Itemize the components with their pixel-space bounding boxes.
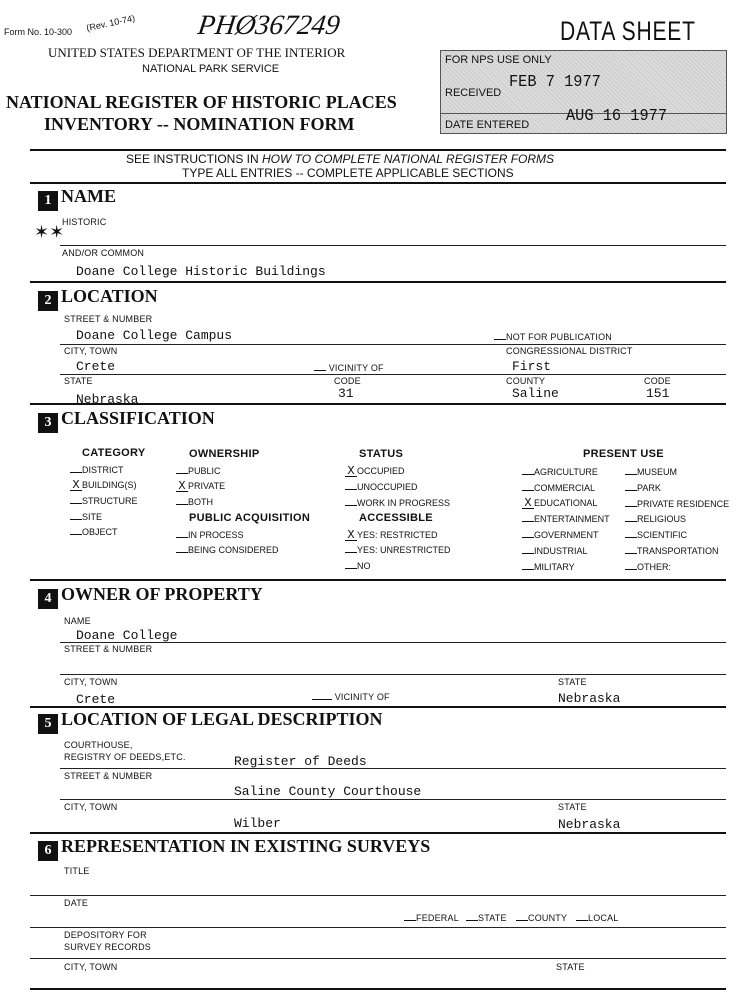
checkbox-mark[interactable]: X	[70, 481, 82, 491]
county-code-value: 151	[646, 386, 670, 401]
option-label: MUSEUM	[637, 467, 677, 477]
department-name: UNITED STATES DEPARTMENT OF THE INTERIOR	[48, 45, 346, 60]
checkbox-mark[interactable]	[522, 521, 534, 522]
nps-use-only-label: FOR NPS USE ONLY	[445, 54, 552, 66]
category-option[interactable]	[70, 527, 118, 537]
option-label: DISTRICT	[82, 465, 124, 475]
form-revision: (Rev. 10-74)	[85, 12, 136, 34]
status-option[interactable]	[345, 498, 450, 508]
accessible-option[interactable]	[345, 545, 451, 555]
option-label: YES: RESTRICTED	[357, 530, 438, 540]
historic-handwritten-mark: ✶✶	[34, 222, 65, 242]
checkbox-mark[interactable]	[176, 504, 188, 505]
checkbox-mark[interactable]	[70, 503, 82, 504]
owner-state-value: Nebraska	[558, 691, 621, 706]
option-label: SITE	[82, 512, 103, 522]
section-4-heading	[38, 584, 263, 609]
option-label: PARK	[637, 483, 661, 493]
section-5-heading	[38, 709, 383, 734]
present-use-option[interactable]	[625, 530, 687, 540]
acquisition-option[interactable]	[176, 530, 244, 540]
present-use-option[interactable]	[522, 530, 599, 540]
county-level-label: COUNTY	[528, 913, 568, 923]
depository-label-line1: DEPOSITORY FOR	[64, 930, 147, 940]
owner-city-label: CITY, TOWN	[64, 677, 118, 687]
category-option[interactable]	[70, 465, 124, 475]
courthouse-label-line2: REGISTRY OF DEEDS,ETC.	[64, 752, 186, 762]
checkbox-mark[interactable]	[176, 537, 188, 538]
option-label: STRUCTURE	[82, 496, 138, 506]
option-label: PRIVATE RESIDENCE	[637, 499, 730, 509]
checkbox-mark[interactable]	[625, 474, 637, 475]
checkbox-mark[interactable]	[70, 519, 82, 520]
service-name: NATIONAL PARK SERVICE	[142, 63, 280, 75]
courthouse-value: Register of Deeds	[234, 754, 367, 769]
accessible-option[interactable]	[345, 561, 371, 571]
present-use-option[interactable]	[522, 467, 598, 477]
option-label: OCCUPIED	[357, 466, 405, 476]
present-use-option[interactable]	[522, 546, 588, 556]
section-1-number: 1	[38, 191, 58, 211]
checkbox-mark[interactable]: X	[176, 482, 188, 492]
present-use-heading: PRESENT USE	[583, 448, 664, 460]
form-number: Form No. 10-300	[4, 27, 73, 37]
section-3-title: CLASSIFICATION	[61, 408, 215, 428]
option-label: ENTERTAINMENT	[534, 514, 610, 524]
data-sheet-heading: DATA SHEET	[560, 16, 696, 46]
depository-label-line2: SURVEY RECORDS	[64, 942, 151, 952]
present-use-option[interactable]	[522, 498, 597, 509]
category-option[interactable]	[70, 512, 102, 522]
legal-city-label: CITY, TOWN	[64, 802, 118, 812]
checkbox-mark[interactable]	[176, 552, 188, 553]
option-label: WORK IN PROGRESS	[357, 498, 451, 508]
survey-level-local[interactable]	[576, 913, 619, 923]
status-heading: STATUS	[359, 448, 404, 460]
checkbox-mark[interactable]	[625, 506, 637, 507]
accessible-option[interactable]	[345, 530, 438, 541]
state-code-label: CODE	[334, 376, 361, 386]
section-1-heading	[38, 186, 116, 211]
option-label: EDUCATIONAL	[534, 498, 598, 508]
common-name-value: Doane College Historic Buildings	[76, 264, 326, 279]
option-label: TRANSPORTATION	[637, 546, 719, 556]
option-label: RELIGIOUS	[637, 514, 687, 524]
status-option[interactable]	[345, 466, 405, 477]
option-label: GOVERNMENT	[534, 530, 599, 540]
owner-vicinity-label	[312, 692, 390, 702]
checkbox-mark[interactable]	[522, 569, 534, 570]
present-use-option[interactable]	[625, 499, 729, 509]
location-city-label: CITY, TOWN	[64, 346, 118, 356]
checkbox-mark[interactable]: X	[345, 531, 357, 541]
present-use-option[interactable]	[522, 514, 610, 524]
option-label: OTHER:	[637, 562, 672, 572]
checkbox-mark[interactable]	[625, 537, 637, 538]
checkbox-mark[interactable]	[625, 521, 637, 522]
option-label: YES: UNRESTRICTED	[357, 545, 451, 555]
location-vicinity-label	[314, 363, 384, 373]
not-for-publication-text: NOT FOR PUBLICATION	[506, 332, 612, 342]
location-city-value: Crete	[76, 359, 116, 374]
checkbox-mark[interactable]	[625, 490, 637, 491]
option-label: BEING CONSIDERED	[188, 545, 279, 555]
local-level-label: LOCAL	[588, 913, 619, 923]
instructions-guide-title: HOW TO COMPLETE NATIONAL REGISTER FORMS	[262, 152, 555, 166]
survey-city-label: CITY, TOWN	[64, 962, 118, 972]
owner-name-value: Doane College	[76, 628, 178, 643]
acquisition-option[interactable]	[176, 545, 279, 555]
checkbox-mark[interactable]	[176, 473, 188, 474]
checkbox-mark[interactable]	[522, 553, 534, 554]
section-3-number: 3	[38, 413, 58, 433]
nps-use-only-box	[440, 50, 727, 134]
historic-label: HISTORIC	[62, 217, 107, 227]
survey-state-label: STATE	[556, 962, 585, 972]
present-use-option[interactable]	[522, 483, 595, 493]
option-label: INDUSTRIAL	[534, 546, 588, 556]
checkbox-mark[interactable]	[345, 489, 357, 490]
section-6-number: 6	[38, 841, 58, 861]
checkbox-mark[interactable]	[70, 472, 82, 473]
instructions-line1	[126, 152, 554, 166]
congressional-district-value: First	[512, 359, 552, 374]
option-label: MILITARY	[534, 562, 575, 572]
owner-street-label: STREET & NUMBER	[64, 644, 153, 654]
section-2-number: 2	[38, 291, 58, 311]
common-name-label: AND/OR COMMON	[62, 248, 145, 258]
checkbox-mark[interactable]	[345, 568, 357, 569]
section-6-title: REPRESENTATION IN EXISTING SURVEYS	[61, 836, 431, 856]
legal-city-value: Wilber	[234, 816, 281, 831]
county-code-label: CODE	[644, 376, 671, 386]
checkbox-mark[interactable]	[625, 569, 637, 570]
checkbox-mark[interactable]	[522, 490, 534, 491]
checkbox-mark[interactable]	[70, 534, 82, 535]
status-option[interactable]	[345, 482, 418, 492]
owner-vicinity-text: VICINITY OF	[334, 692, 390, 702]
checkbox-mark[interactable]: X	[345, 467, 357, 477]
checkbox-mark[interactable]	[625, 553, 637, 554]
instructions-prefix: SEE INSTRUCTIONS IN	[126, 152, 263, 166]
option-label: BOTH	[188, 497, 214, 507]
section-1-title: NAME	[61, 186, 116, 206]
owner-name-label: NAME	[64, 616, 91, 626]
present-use-option[interactable]	[625, 514, 686, 524]
accessible-heading: ACCESSIBLE	[359, 512, 433, 524]
option-label: COMMERCIAL	[534, 483, 596, 493]
section-6-heading	[38, 836, 430, 861]
present-use-option[interactable]	[625, 546, 719, 556]
option-label: SCIENTIFIC	[637, 530, 688, 540]
federal-label: FEDERAL	[416, 913, 459, 923]
public-acquisition-heading: PUBLIC ACQUISITION	[189, 512, 311, 524]
checkbox-mark[interactable]	[345, 552, 357, 553]
section-5-number: 5	[38, 714, 58, 734]
legal-street-value: Saline County Courthouse	[234, 784, 422, 799]
section-4-title: OWNER OF PROPERTY	[61, 584, 263, 604]
checkbox-mark[interactable]	[345, 505, 357, 506]
ownership-option[interactable]	[176, 497, 213, 507]
survey-title-label: TITLE	[64, 866, 90, 876]
ownership-option[interactable]	[176, 466, 221, 476]
section-2-title: LOCATION	[61, 286, 158, 306]
category-option[interactable]	[70, 496, 138, 506]
section-5-title: LOCATION OF LEGAL DESCRIPTION	[61, 709, 383, 729]
option-label: OBJECT	[82, 527, 118, 537]
received-label: RECEIVED	[445, 87, 502, 99]
location-street-value: Doane College Campus	[76, 328, 233, 343]
legal-street-label: STREET & NUMBER	[64, 771, 153, 781]
present-use-option[interactable]	[625, 467, 677, 477]
category-option[interactable]	[70, 480, 137, 491]
option-label: AGRICULTURE	[534, 467, 598, 477]
location-street-label: STREET & NUMBER	[64, 314, 153, 324]
date-entered-label: DATE ENTERED	[445, 119, 530, 131]
congressional-district-label: CONGRESSIONAL DISTRICT	[506, 346, 633, 356]
not-for-publication-label	[494, 332, 612, 342]
instructions-line2: TYPE ALL ENTRIES -- COMPLETE APPLICABLE SECTIONS	[182, 166, 514, 180]
date-entered-value: AUG 16 1977	[566, 107, 667, 126]
survey-level-federal[interactable]	[404, 913, 459, 923]
owner-city-value: Crete	[76, 692, 116, 707]
checkbox-mark[interactable]	[522, 537, 534, 538]
category-heading: CATEGORY	[82, 447, 146, 459]
option-label: UNOCCUPIED	[357, 482, 418, 492]
option-label: BUILDING(S)	[82, 480, 137, 490]
section-2-heading	[38, 286, 158, 311]
section-4-number: 4	[38, 589, 58, 609]
checkbox-mark[interactable]: X	[522, 499, 534, 509]
handwritten-reference-number: PHØ367249	[195, 10, 342, 41]
survey-level-county[interactable]	[516, 913, 567, 923]
form-title-line1: NATIONAL REGISTER OF HISTORIC PLACES	[6, 92, 397, 112]
courthouse-label-line1: COURTHOUSE,	[64, 740, 133, 750]
state-code-value: 31	[338, 386, 354, 401]
form-title-line2: INVENTORY -- NOMINATION FORM	[44, 114, 355, 134]
state-level-label: STATE	[478, 913, 507, 923]
legal-state-label: STATE	[558, 802, 587, 812]
legal-state-value: Nebraska	[558, 817, 621, 832]
checkbox-mark[interactable]	[522, 474, 534, 475]
location-vicinity-text: VICINITY OF	[328, 363, 384, 373]
received-date: FEB 7 1977	[509, 73, 601, 92]
present-use-option[interactable]	[522, 562, 575, 572]
survey-level-state[interactable]	[466, 913, 507, 923]
ownership-option[interactable]	[176, 481, 225, 492]
section-3-heading	[38, 408, 215, 433]
present-use-option[interactable]	[625, 562, 671, 572]
option-label: PRIVATE	[188, 481, 226, 491]
location-state-label: STATE	[64, 376, 93, 386]
option-label: NO	[357, 561, 371, 571]
ownership-heading: OWNERSHIP	[189, 448, 260, 460]
survey-date-label: DATE	[64, 898, 89, 908]
option-label: IN PROCESS	[188, 530, 244, 540]
option-label: PUBLIC	[188, 466, 221, 476]
owner-state-label: STATE	[558, 677, 587, 687]
county-value: Saline	[512, 386, 559, 401]
county-label: COUNTY	[506, 376, 546, 386]
location-state-value: Nebraska	[76, 392, 139, 403]
present-use-option[interactable]	[625, 483, 661, 493]
